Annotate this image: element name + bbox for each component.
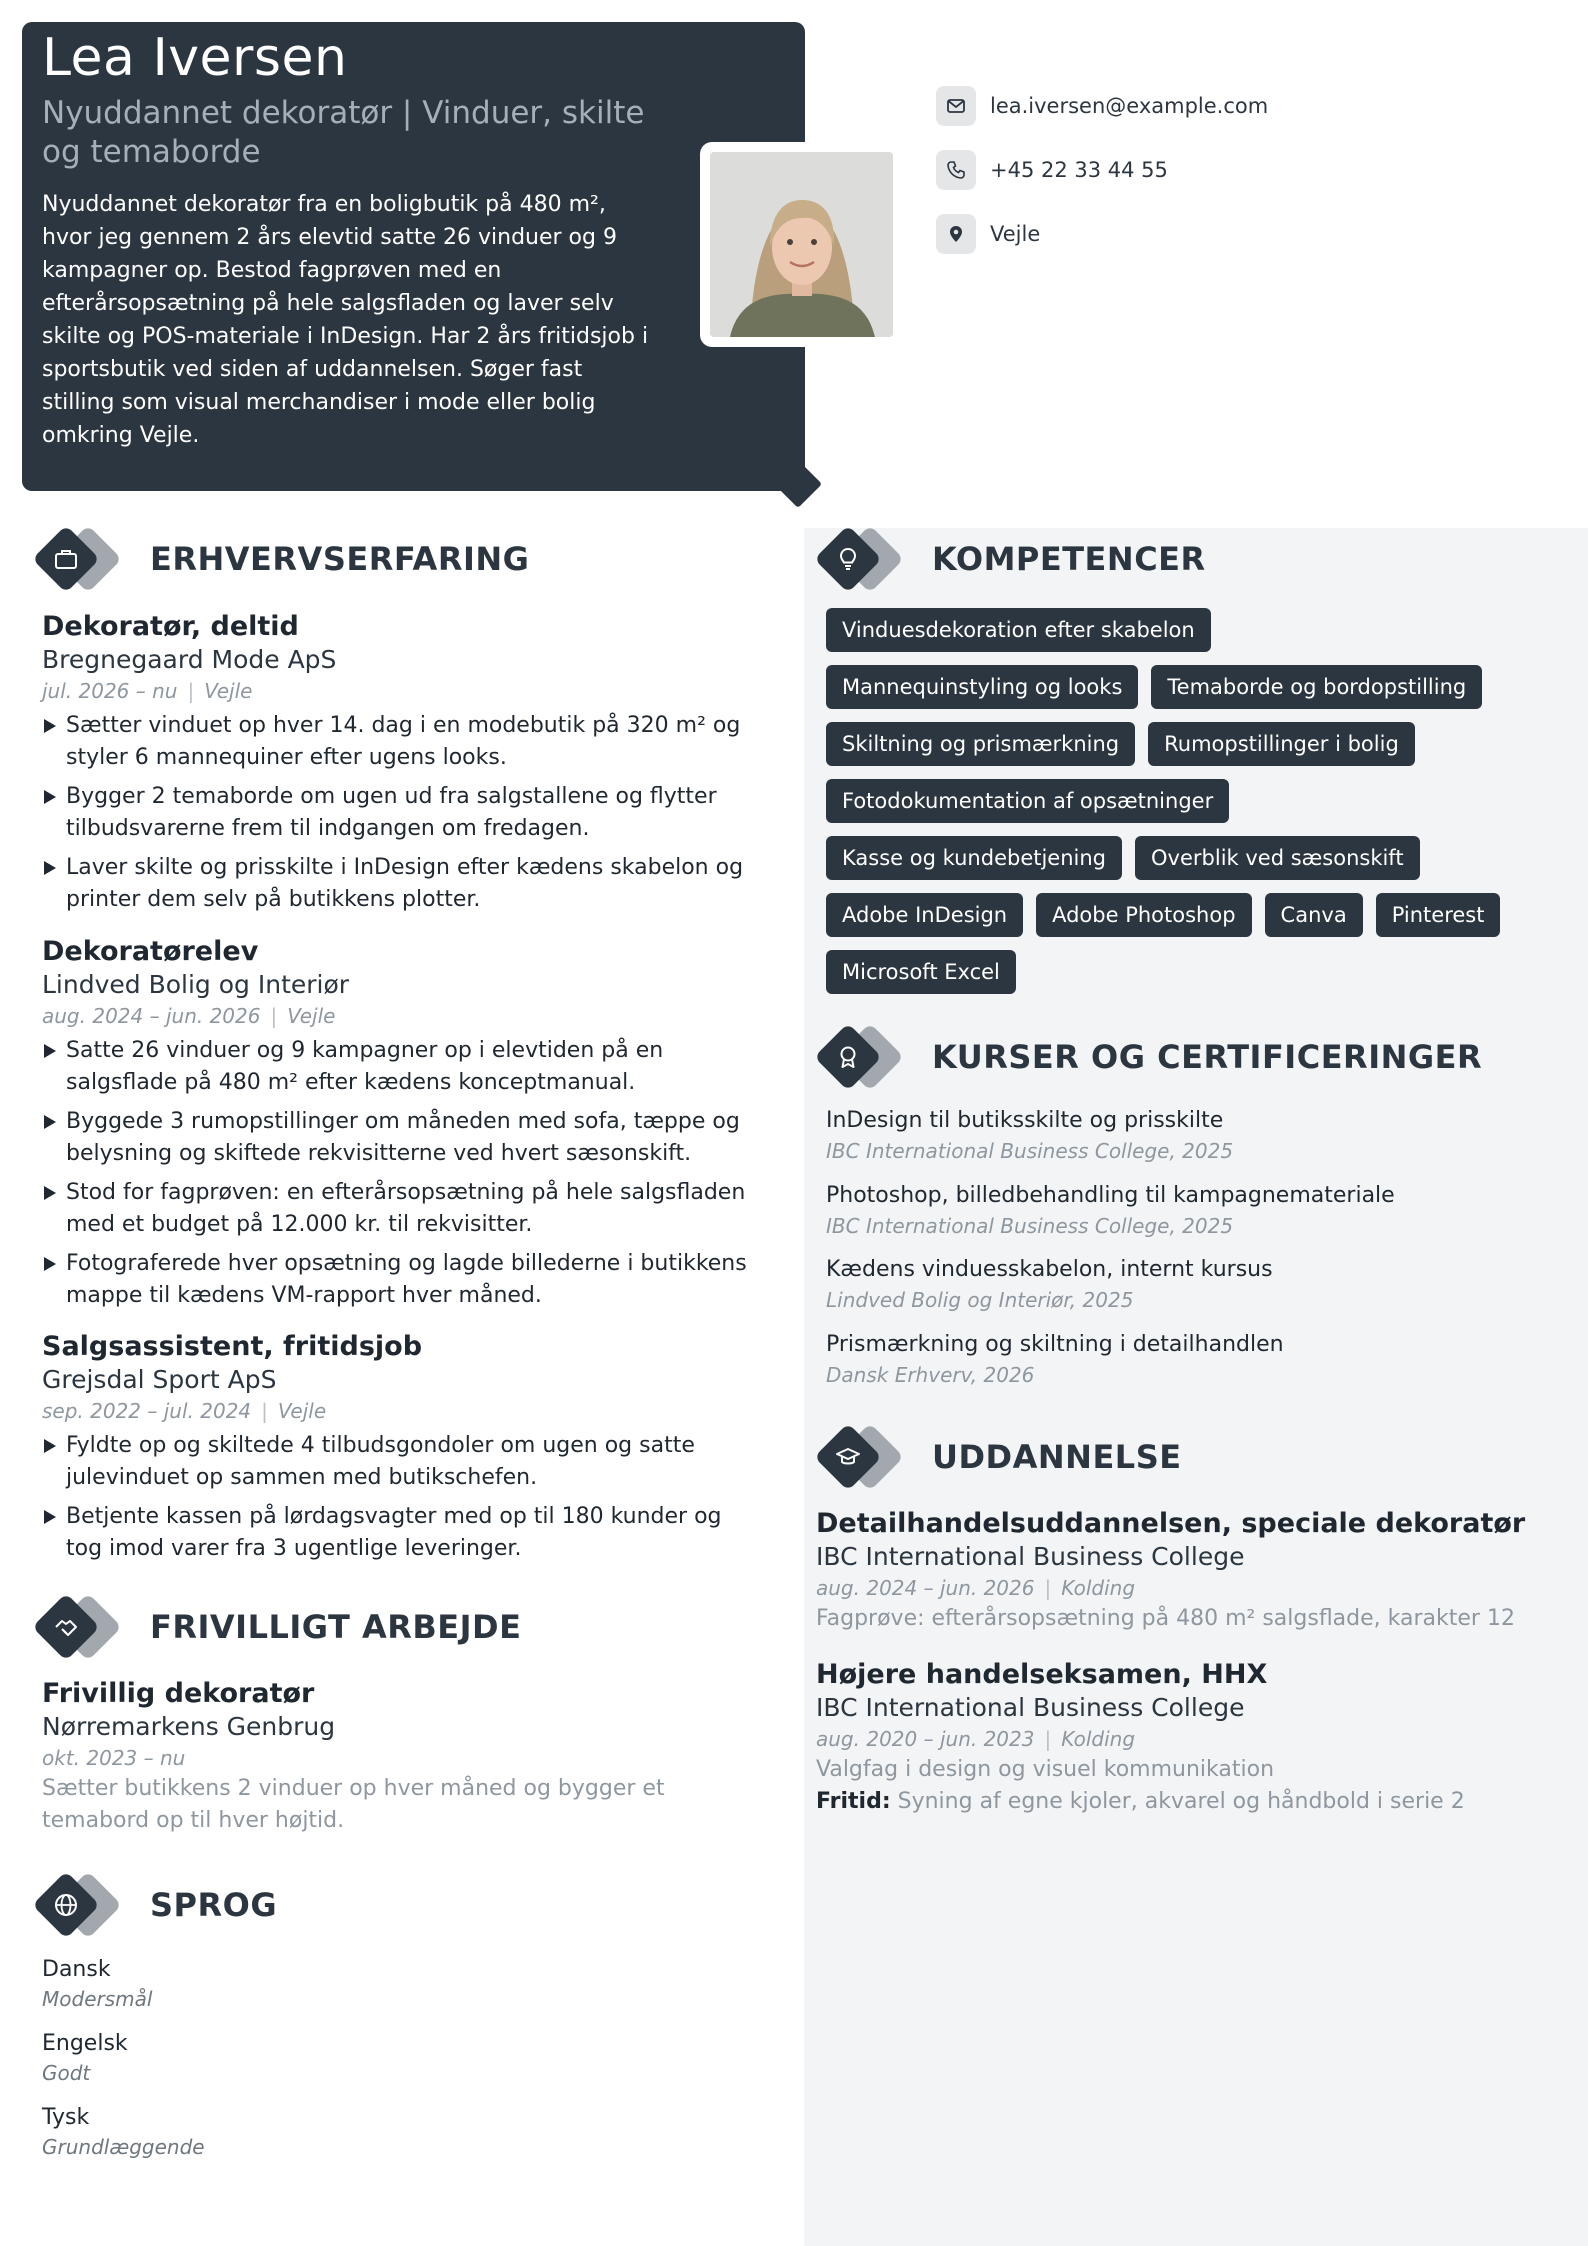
job-meta: aug. 2024 – jun. 2026 | Vejle xyxy=(42,1004,336,1028)
mail-icon xyxy=(936,86,976,126)
skill-chip: Adobe Photoshop xyxy=(1036,893,1251,937)
section-languages-heading xyxy=(30,1869,277,1941)
job-entry xyxy=(42,1330,762,1572)
phone-text: +45 22 33 44 55 xyxy=(990,158,1168,182)
contact-location xyxy=(936,214,1040,254)
course-source: IBC International Business College, 2025 xyxy=(826,1214,1234,1238)
job-entry xyxy=(42,935,762,1319)
section-skills-heading xyxy=(812,523,1206,595)
job-employer: Grejsdal Sport ApS xyxy=(42,1365,277,1394)
bullet-item: Fotograferede hver opsætning og lagde billederne i butikkens mappe til kædens VM-rapport hver måned. xyxy=(42,1248,762,1312)
bullet-item: Bygger 2 temaborde om ugen ud fra salgstallene og flytter tilbudsvarerne frem til indgangen om fredagen. xyxy=(42,781,762,845)
language-item xyxy=(42,2103,205,2161)
skill-chip: Vinduesdekoration efter skabelon xyxy=(826,608,1211,652)
phone-icon xyxy=(936,150,976,190)
education-entry xyxy=(816,1658,1556,1818)
section-experience-heading xyxy=(30,523,529,595)
contact-phone[interactable] xyxy=(936,150,1168,190)
hobby-label: Fritid: xyxy=(816,1789,891,1814)
school-name: IBC International Business College xyxy=(816,1542,1245,1571)
education-note: Fagprøve: efterårsopsætning på 480 m² salgsflade, karakter 12 xyxy=(816,1606,1515,1631)
education-meta: aug. 2020 – jun. 2023 | Kolding xyxy=(816,1727,1136,1751)
email-text: lea.iversen@example.com xyxy=(990,94,1269,118)
graduation-cap-icon xyxy=(812,1421,910,1493)
hobby-line xyxy=(816,1786,1556,1818)
job-bullets xyxy=(42,1430,762,1565)
skills-list xyxy=(826,608,1526,1007)
section-title: SPROG xyxy=(150,1886,278,1924)
profile-summary: Nyuddannet dekoratør fra en boligbutik på 480 m², hvor jeg gennem 2 års elevtid satte 26 vinduer og 9 kampagner op. Bestod fagprøven med en efterårsopsætning på hele salgsfladen og laver selv skilte og POS-materiale i InDesign. Har 2 års fritidsjob i sportsbutik ved siden af uddannelsen. Søger fast stilling som visual merchandiser i mode eller bolig omkring Vejle. xyxy=(42,192,649,448)
headline: Nyuddannet dekoratør | Vinduer, skilte og temaborde xyxy=(42,95,645,170)
language-level: Modersmål xyxy=(42,1987,153,2011)
bullet-item: Betjente kassen på lørdagsvagter med op til 180 kunder og tog imod varer fra 3 ugentlige leveringer. xyxy=(42,1501,762,1565)
section-volunteer-heading xyxy=(30,1591,521,1663)
skill-chip: Overblik ved sæsonskift xyxy=(1135,836,1420,880)
bullet-item: Stod for fagprøven: en efterårsopsætning på hele salgsfladen med et budget på 12.000 kr. til rekvisitter. xyxy=(42,1177,762,1241)
language-item xyxy=(42,2029,128,2087)
course-item xyxy=(826,1255,1273,1315)
skill-chip: Canva xyxy=(1265,893,1363,937)
course-name: Kædens vinduesskabelon, internt kursus xyxy=(826,1257,1273,1282)
volunteer-org: Nørremarkens Genbrug xyxy=(42,1712,336,1741)
section-education-heading xyxy=(812,1421,1182,1493)
skill-chip: Adobe InDesign xyxy=(826,893,1023,937)
profile-photo xyxy=(710,152,893,337)
language-name: Dansk xyxy=(42,1957,111,1982)
job-title: Salgsassistent, fritidsjob xyxy=(42,1331,423,1362)
degree-title: Detailhandelsuddannelsen, speciale dekoratør xyxy=(816,1508,1526,1539)
job-meta: sep. 2022 – jul. 2024 | Vejle xyxy=(42,1399,327,1423)
volunteer-description: Sætter butikkens 2 vinduer op hver måned og bygger et temabord op til hver højtid. xyxy=(42,1776,665,1833)
bullet-item: Sætter vinduet op hver 14. dag i en modebutik på 320 m² og styler 6 mannequiner efter ugens looks. xyxy=(42,710,762,774)
course-source: Dansk Erhverv, 2026 xyxy=(826,1363,1035,1387)
section-courses-heading xyxy=(812,1021,1482,1093)
award-icon xyxy=(812,1021,910,1093)
location-pin-icon xyxy=(936,214,976,254)
volunteer-role: Frivillig dekoratør xyxy=(42,1678,315,1709)
job-bullets xyxy=(42,710,762,916)
language-name: Tysk xyxy=(42,2105,90,2130)
job-title: Dekoratørelev xyxy=(42,936,259,967)
person-name: Lea Iversen xyxy=(42,28,348,88)
course-item xyxy=(826,1330,1284,1390)
course-source: IBC International Business College, 2025 xyxy=(826,1139,1234,1163)
education-entry xyxy=(816,1507,1556,1635)
contact-email[interactable] xyxy=(936,86,1268,126)
bullet-item: Byggede 3 rumopstillinger om måneden med sofa, tæppe og belysning og skiftede rekvisitterne ved hvert sæsonskift. xyxy=(42,1106,762,1170)
school-name: IBC International Business College xyxy=(816,1693,1245,1722)
job-employer: Lindved Bolig og Interiør xyxy=(42,970,350,999)
handshake-icon xyxy=(30,1591,128,1663)
location-text: Vejle xyxy=(990,222,1041,246)
section-title: UDDANNELSE xyxy=(932,1438,1182,1476)
profile-photo-frame xyxy=(700,142,903,347)
course-name: Photoshop, billedbehandling til kampagnemateriale xyxy=(826,1183,1395,1208)
section-title: KOMPETENCER xyxy=(932,540,1206,578)
bullet-item: Satte 26 vinduer og 9 kampagner op i elevtiden på en salgsflade på 480 m² efter kædens konceptmanual. xyxy=(42,1035,762,1099)
skill-chip: Microsoft Excel xyxy=(826,950,1016,994)
language-item xyxy=(42,1955,152,2013)
bullet-item: Fyldte op og skiltede 4 tilbudsgondoler om ugen og satte julevinduet op sammen med butikschefen. xyxy=(42,1430,762,1494)
section-title: KURSER OG CERTIFICERINGER xyxy=(932,1038,1483,1076)
skill-chip: Skiltning og prismærkning xyxy=(826,722,1135,766)
language-level: Godt xyxy=(42,2061,91,2085)
lightbulb-icon xyxy=(812,523,910,595)
degree-title: Højere handelseksamen, HHX xyxy=(816,1659,1268,1690)
skill-chip: Temaborde og bordopstilling xyxy=(1151,665,1482,709)
education-note: Valgfag i design og visuel kommunikation xyxy=(816,1757,1275,1782)
hobby-text: Syning af egne kjoler, akvarel og håndbold i serie 2 xyxy=(897,1789,1465,1814)
course-name: Prismærkning og skiltning i detailhandlen xyxy=(826,1332,1284,1357)
section-title: ERHVERVSERFARING xyxy=(150,540,530,578)
course-name: InDesign til butiksskilte og prisskilte xyxy=(826,1108,1224,1133)
volunteer-dates: okt. 2023 – nu xyxy=(42,1746,186,1770)
job-entry xyxy=(42,610,762,923)
section-title: FRIVILLIGT ARBEJDE xyxy=(150,1608,522,1646)
job-bullets xyxy=(42,1035,762,1312)
job-title: Dekoratør, deltid xyxy=(42,611,299,642)
skill-chip: Mannequinstyling og looks xyxy=(826,665,1138,709)
course-source: Lindved Bolig og Interiør, 2025 xyxy=(826,1288,1134,1312)
education-meta: aug. 2024 – jun. 2026 | Kolding xyxy=(816,1576,1136,1600)
bullet-item: Laver skilte og prisskilte i InDesign efter kædens skabelon og printer dem selv på butikkens plotter. xyxy=(42,852,762,916)
job-meta: jul. 2026 – nu | Vejle xyxy=(42,679,253,703)
skill-chip: Pinterest xyxy=(1376,893,1501,937)
job-employer: Bregnegaard Mode ApS xyxy=(42,645,337,674)
language-level: Grundlæggende xyxy=(42,2135,205,2159)
volunteer-entry xyxy=(42,1677,762,1837)
language-name: Engelsk xyxy=(42,2031,128,2056)
skill-chip: Fotodokumentation af opsætninger xyxy=(826,779,1229,823)
globe-icon xyxy=(30,1869,128,1941)
course-item xyxy=(826,1106,1233,1166)
skill-chip: Rumopstillinger i bolig xyxy=(1148,722,1415,766)
briefcase-icon xyxy=(30,523,128,595)
skill-chip: Kasse og kundebetjening xyxy=(826,836,1122,880)
course-item xyxy=(826,1181,1395,1241)
